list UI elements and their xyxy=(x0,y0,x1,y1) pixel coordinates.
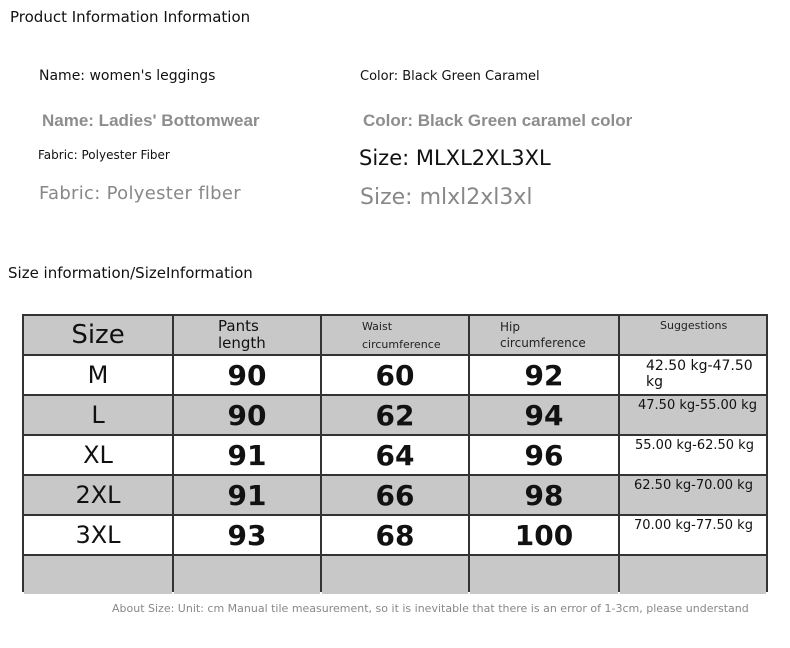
row-l-waist: 62 xyxy=(322,396,468,434)
row-xl-size: XL xyxy=(24,436,172,474)
name-label-secondary: Name: Ladies' Bottomwear xyxy=(42,111,260,130)
row-2xl-pants: 91 xyxy=(174,476,320,514)
size-table xyxy=(22,314,768,592)
row-3xl-suggestion-text: 70.00 kg-77.50 kg xyxy=(634,518,753,533)
fabric-label-secondary: Fabric: Polyester flber xyxy=(39,183,241,204)
size-note: About Size: Unit: cm Manual tile measurement, so it is inevitable that there is an error of 1-3cm, please understand xyxy=(112,602,749,615)
size-label: Size: MLXL2XL3XL xyxy=(359,146,551,170)
row-3xl-waist: 68 xyxy=(322,516,468,554)
row-l-hip: 94 xyxy=(470,396,618,434)
row-2xl-size: 2XL xyxy=(24,476,172,514)
header-waist-line1: Waist xyxy=(362,320,393,333)
header-size: Size xyxy=(24,316,172,354)
row-m-pants: 90 xyxy=(174,356,320,394)
empty-cell xyxy=(174,556,320,594)
row-2xl-waist: 66 xyxy=(322,476,468,514)
empty-cell xyxy=(24,556,172,594)
row-3xl-hip: 100 xyxy=(470,516,618,554)
header-waist-line2: circumference xyxy=(362,338,441,351)
row-xl-suggestion-text: 55.00 kg-62.50 kg xyxy=(635,438,754,453)
row-2xl-suggestion xyxy=(620,476,766,514)
row-xl-waist: 64 xyxy=(322,436,468,474)
fabric-label: Fabric: Polyester Fiber xyxy=(38,148,170,162)
row-m-suggestion xyxy=(620,356,766,394)
empty-cell xyxy=(470,556,618,594)
header-pants-line2: length xyxy=(218,334,266,352)
header-pants-length xyxy=(174,316,320,354)
header-waist xyxy=(322,316,468,354)
row-xl-pants: 91 xyxy=(174,436,320,474)
row-xl-hip: 96 xyxy=(470,436,618,474)
size-info-title: Size information/SizeInformation xyxy=(8,264,253,282)
header-pants-line1: Pants xyxy=(218,317,259,335)
row-3xl-suggestion xyxy=(620,516,766,554)
header-suggestions xyxy=(620,316,766,354)
row-l-size: L xyxy=(24,396,172,434)
name-label: Name: women's leggings xyxy=(39,68,216,84)
header-hip-line1: Hip xyxy=(500,320,520,334)
row-m-size: M xyxy=(24,356,172,394)
row-xl-suggestion xyxy=(620,436,766,474)
row-l-pants: 90 xyxy=(174,396,320,434)
row-2xl-hip: 98 xyxy=(470,476,618,514)
color-label-secondary: Color: Black Green caramel color xyxy=(363,111,633,130)
row-m-waist: 60 xyxy=(322,356,468,394)
row-l-suggestion xyxy=(620,396,766,434)
row-3xl-size: 3XL xyxy=(24,516,172,554)
header-suggestions-label: Suggestions xyxy=(660,319,728,332)
row-m-suggestion-text: 42.50 kg-47.50 kg xyxy=(646,358,753,390)
color-label: Color: Black Green Caramel xyxy=(360,69,540,84)
empty-cell xyxy=(620,556,766,594)
row-2xl-suggestion-text: 62.50 kg-70.00 kg xyxy=(634,478,753,493)
row-m-hip: 92 xyxy=(470,356,618,394)
header-hip xyxy=(470,316,618,354)
row-3xl-pants: 93 xyxy=(174,516,320,554)
size-label-secondary: Size: mlxl2xl3xl xyxy=(360,185,533,210)
header-hip-line2: circumference xyxy=(500,336,586,350)
row-l-suggestion-text: 47.50 kg-55.00 kg xyxy=(638,398,757,413)
empty-cell xyxy=(322,556,468,594)
product-info-title: Product Information Information xyxy=(10,8,251,26)
